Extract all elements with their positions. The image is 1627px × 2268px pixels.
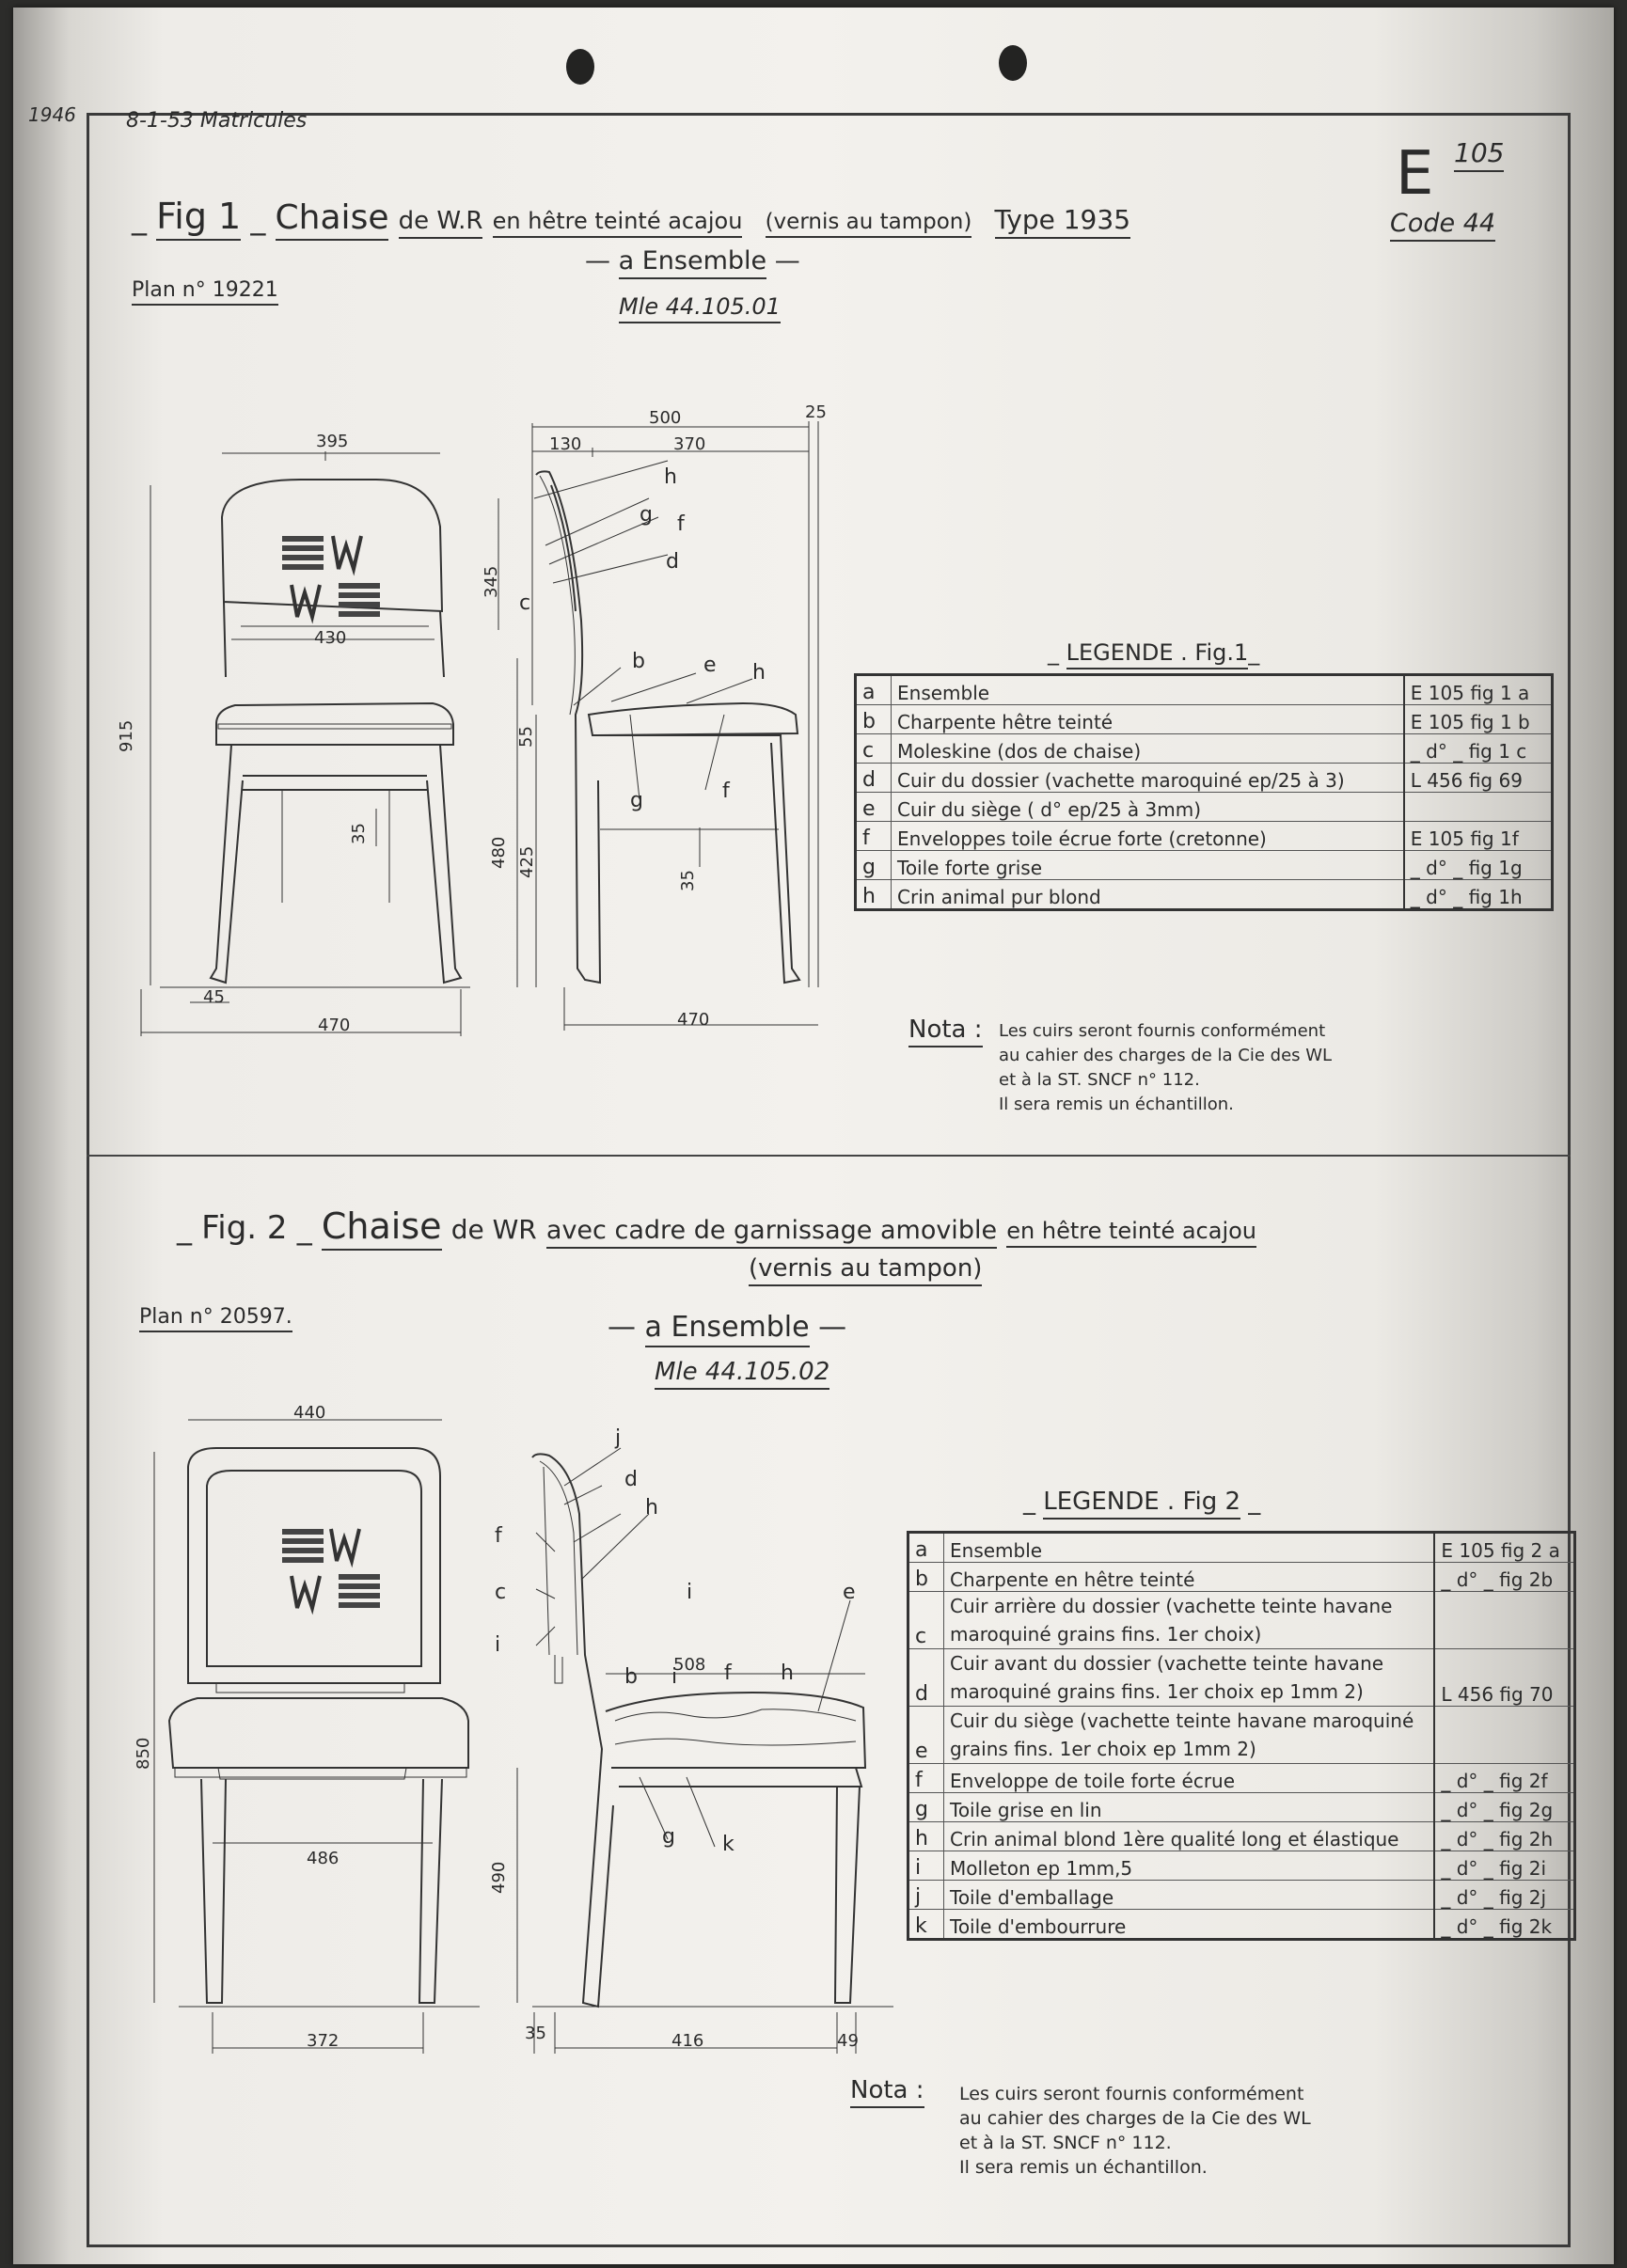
fig2-callout-f: f	[495, 1524, 502, 1548]
fig1-number: Fig 1	[156, 196, 241, 241]
fig2-title-e: (vernis au tampon)	[749, 1254, 982, 1286]
wl-monogram-icon	[282, 536, 380, 617]
year-note: 1946	[28, 103, 76, 126]
code-label: Code 44	[1390, 209, 1495, 242]
table-row: k Toile d'embourrure _ d° _ fig 2k	[908, 1910, 1575, 1940]
fig1-front-view	[117, 404, 480, 1063]
punch-hole-right	[999, 45, 1027, 81]
fig2-callout-i2: i	[495, 1633, 501, 1657]
fig2-plan: Plan n° 20597.	[139, 1305, 292, 1329]
fig1-matricule: Mle 44.105.01	[619, 293, 781, 323]
fig2-dim-440: 440	[293, 1403, 326, 1423]
fig1-callout-g2: g	[630, 789, 643, 812]
fig2-dim-35: 35	[525, 2024, 546, 2043]
fig1-dim-35: 35	[349, 823, 369, 844]
fig2-dim-372: 372	[307, 2031, 340, 2051]
table-row: g Toile forte grise _ d° _ fig 1g	[856, 851, 1553, 880]
table-row: b Charpente en hêtre teinté _ d° _ fig 2b	[908, 1563, 1575, 1592]
fig2-matricule: Mle 44.105.02	[655, 1358, 829, 1390]
fig1-callout-d: d	[666, 550, 679, 574]
fig2-dim-49: 49	[837, 2031, 859, 2051]
fig2-title: _ Fig. 2 _ Chaise de WR avec cadre de garnissage amovible en hêtre teinté acajou	[177, 1205, 1256, 1247]
fig2-dim-850: 850	[134, 1737, 153, 1770]
punch-hole-left	[566, 49, 594, 85]
fig1-callout-h2: h	[752, 661, 766, 685]
table-row: j Toile d'emballage _ d° _ fig 2j	[908, 1881, 1575, 1910]
fig1-dim-425: 425	[517, 845, 537, 878]
fig1-dim-430: 430	[314, 628, 347, 648]
fig2-callout-e: e	[843, 1581, 856, 1604]
fig2-front-view	[134, 1403, 517, 2069]
fig2-side-view	[489, 1410, 893, 2069]
fig1-dim-915: 915	[117, 719, 136, 752]
fig2-legend-table	[907, 1531, 1576, 1941]
table-row: c Cuir arrière du dossier (vachette teinte havane maroquiné grains fins. 1er choix)	[908, 1592, 1575, 1649]
table-row: a Ensemble E 105 fig 2 a	[908, 1533, 1575, 1563]
fig1-callout-f2: f	[722, 780, 730, 803]
fig1-nota-text: Les cuirs seront fournis conformément au cahier des charges de la Cie des WL et à la ST. SNCF n° 112. Il sera remis un échantillon.	[999, 1021, 1333, 1114]
table-row: h Crin animal pur blond _ d° _ fig 1h	[856, 880, 1553, 910]
table-row: d Cuir du dossier (vachette maroquiné ep/25 à 3) L 456 fig 69	[856, 764, 1553, 793]
fig1-dim-470a: 470	[318, 1016, 351, 1035]
fig2-title-d: en hêtre teinté acajou	[1006, 1218, 1256, 1248]
fig1-callout-c: c	[519, 591, 531, 615]
fig2-callout-d: d	[624, 1468, 638, 1491]
table-row: g Toile grise en lin _ d° _ fig 2g	[908, 1793, 1575, 1822]
fig2-title-b: de WR	[450, 1214, 537, 1245]
fig2-dim-416: 416	[671, 2031, 704, 2051]
fig1-legend-title: _ LEGENDE . Fig.1_	[1048, 639, 1259, 666]
table-row: h Crin animal blond 1ère qualité long et élastique _ d° _ fig 2h	[908, 1822, 1575, 1851]
fig2-callout-i: i	[687, 1581, 693, 1604]
table-row: d Cuir avant du dossier (vachette teinte havane maroquiné grains fins. 1er choix ep 1mm 2) L 456 fig 70	[908, 1649, 1575, 1707]
fig2-callout-f2: f	[724, 1662, 732, 1685]
fig2-dim-486: 486	[307, 1849, 340, 1868]
fig1-callout-b: b	[632, 650, 645, 673]
fig1-dim-395: 395	[316, 432, 349, 451]
fig1-callout-g: g	[640, 503, 653, 527]
fig1-title-b: de W.R	[399, 207, 483, 239]
fig1-title-a: Chaise	[276, 198, 389, 241]
table-row: c Moleskine (dos de chaise) _ d° _ fig 1 c	[856, 734, 1553, 764]
fig2-callout-c: c	[495, 1581, 507, 1604]
fig2-callout-j: j	[615, 1426, 622, 1450]
fig1-side-view	[482, 402, 875, 1063]
code-letter: E	[1396, 139, 1434, 209]
fig1-dim-480: 480	[489, 836, 509, 869]
fig2-callout-h: h	[645, 1496, 658, 1520]
fig1-callout-e: e	[703, 654, 717, 677]
table-row: e Cuir du siège ( d° ep/25 à 3mm)	[856, 793, 1553, 822]
fig2-callout-g: g	[662, 1825, 675, 1849]
fig2-legend-title: _ LEGENDE . Fig 2 _	[1023, 1488, 1260, 1516]
fig1-nota-label: Nota :	[908, 1016, 983, 1047]
fig1-plan: Plan n° 19221	[132, 278, 278, 302]
table-row: i Molleton ep 1mm,5 _ d° _ fig 2i	[908, 1851, 1575, 1881]
fig2-dim-490: 490	[489, 1861, 509, 1894]
fig1-dim-25: 25	[805, 402, 827, 422]
fig2-number: Fig. 2	[201, 1209, 288, 1247]
fig2-nota-text: Les cuirs seront fournis conformément au cahier des charges de la Cie des WL et à la ST. SNCF n° 112. Il sera remis un échantillon.	[959, 2084, 1311, 2178]
fig1-dim-35b: 35	[678, 870, 698, 891]
fig1-dim-45: 45	[203, 987, 225, 1007]
section-divider	[87, 1155, 1571, 1157]
fig1-dim-370: 370	[673, 434, 706, 454]
wl-monogram-icon	[282, 1529, 380, 1608]
fig2-nota-label: Nota :	[850, 2076, 924, 2108]
fig1-dim-55: 55	[516, 726, 536, 748]
fig1-subtitle: — a Ensemble —	[585, 246, 800, 276]
fig1-callout-f: f	[677, 512, 685, 536]
fig2-title-a: Chaise	[322, 1205, 442, 1251]
fig1-title-d: (vernis au tampon)	[766, 210, 972, 238]
fig2-subtitle: — a Ensemble —	[608, 1311, 846, 1344]
fig1-legend-table	[854, 673, 1554, 911]
fig2-callout-i3: i	[671, 1665, 678, 1689]
fig1-dim-345: 345	[482, 565, 501, 598]
fig2-callout-k: k	[722, 1833, 735, 1856]
fig1-dim-470b: 470	[677, 1010, 710, 1030]
fig2-dim-508: 508	[673, 1655, 706, 1675]
fig2-title-c: avec cadre de garnissage amovible	[546, 1216, 997, 1249]
table-row: b Charpente hêtre teinté E 105 fig 1 b	[856, 705, 1553, 734]
table-row: f Enveloppes toile écrue forte (cretonne) E 105 fig 1f	[856, 822, 1553, 851]
fig1-dim-130: 130	[549, 434, 582, 454]
code-number: 105	[1454, 137, 1504, 172]
fig1-title-e: Type 1935	[995, 204, 1130, 239]
fig2-callout-h2: h	[781, 1662, 794, 1685]
table-row: f Enveloppe de toile forte écrue _ d° _ fig 2f	[908, 1764, 1575, 1793]
table-row: a Ensemble E 105 fig 1 a	[856, 675, 1553, 705]
fig1-callout-h: h	[664, 465, 677, 489]
table-row: e Cuir du siège (vachette teinte havane maroquiné grains fins. 1er choix ep 1mm 2)	[908, 1707, 1575, 1764]
fig1-dim-500: 500	[649, 408, 682, 428]
fig1-title-c: en hêtre teinté acajou	[493, 208, 743, 238]
fig1-title: _ Fig 1 _ Chaise de W.R en hêtre teinté acajou (vernis au tampon) Type 1935	[132, 196, 1130, 237]
date-note: 8-1-53 Matricules	[126, 109, 308, 133]
fig2-callout-b: b	[624, 1665, 638, 1689]
